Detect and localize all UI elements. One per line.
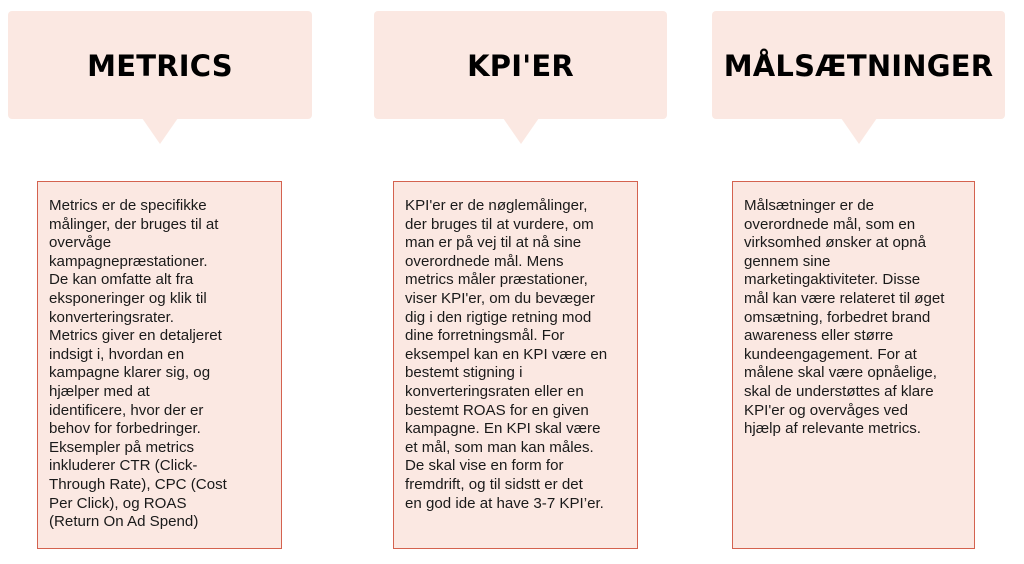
kpier-bubble-pointer [503, 118, 539, 144]
malsaetninger-description-card: Målsætninger er de overordnede mål, som en virksomhed ønsker at opnå gennem sine marketingaktiviteter. Disse mål kan være relateret til øget omsætning, forbedret brand awareness eller større kundeengagement. For at målene skal være opnåelige, skal de understøttes af klare KPI'er og overvåges ved hjælp af relevante metrics. [732, 181, 975, 549]
metrics-title: METRICS [87, 49, 233, 83]
kpier-header-bubble [374, 11, 667, 119]
kpier-title: KPI'ER [467, 49, 574, 83]
metrics-description-card: Metrics er de specifikke målinger, der bruges til at overvåge kampagnepræstationer. De kan omfatte alt fra eksponeringer og klik til konverteringsrater. Metrics giver en detaljeret indsigt i, hvordan en kampagne klarer sig, og hjælper med at identificere, hvor der er behov for forbedringer. Eksempler på metrics inkluderer CTR (Click- Through Rate), CPC (Cost Per Click), og ROAS (Return On Ad Spend) [37, 181, 282, 549]
kpier-description-card: KPI'er er de nøglemålinger, der bruges til at vurdere, om man er på vej til at nå sine overordnede mål. Mens metrics måler præstationer, viser KPI'er, om du bevæger dig i den rigtige retning mod dine forretningsmål. For eksempel kan en KPI være en bestemt stigning i konverteringsraten eller en bestemt ROAS for en given kampagne. En KPI skal være et mål, som man kan måles. De skal vise en form for fremdrift, og til sidstt er det en god ide at have 3-7 KPI’er. [393, 181, 638, 549]
metrics-bubble-pointer [142, 118, 178, 144]
metrics-header-bubble [8, 11, 312, 119]
malsaetninger-header-bubble [712, 11, 1005, 119]
malsaetninger-bubble-pointer [841, 118, 877, 144]
malsaetninger-title: MÅLSÆTNINGER [723, 49, 994, 83]
